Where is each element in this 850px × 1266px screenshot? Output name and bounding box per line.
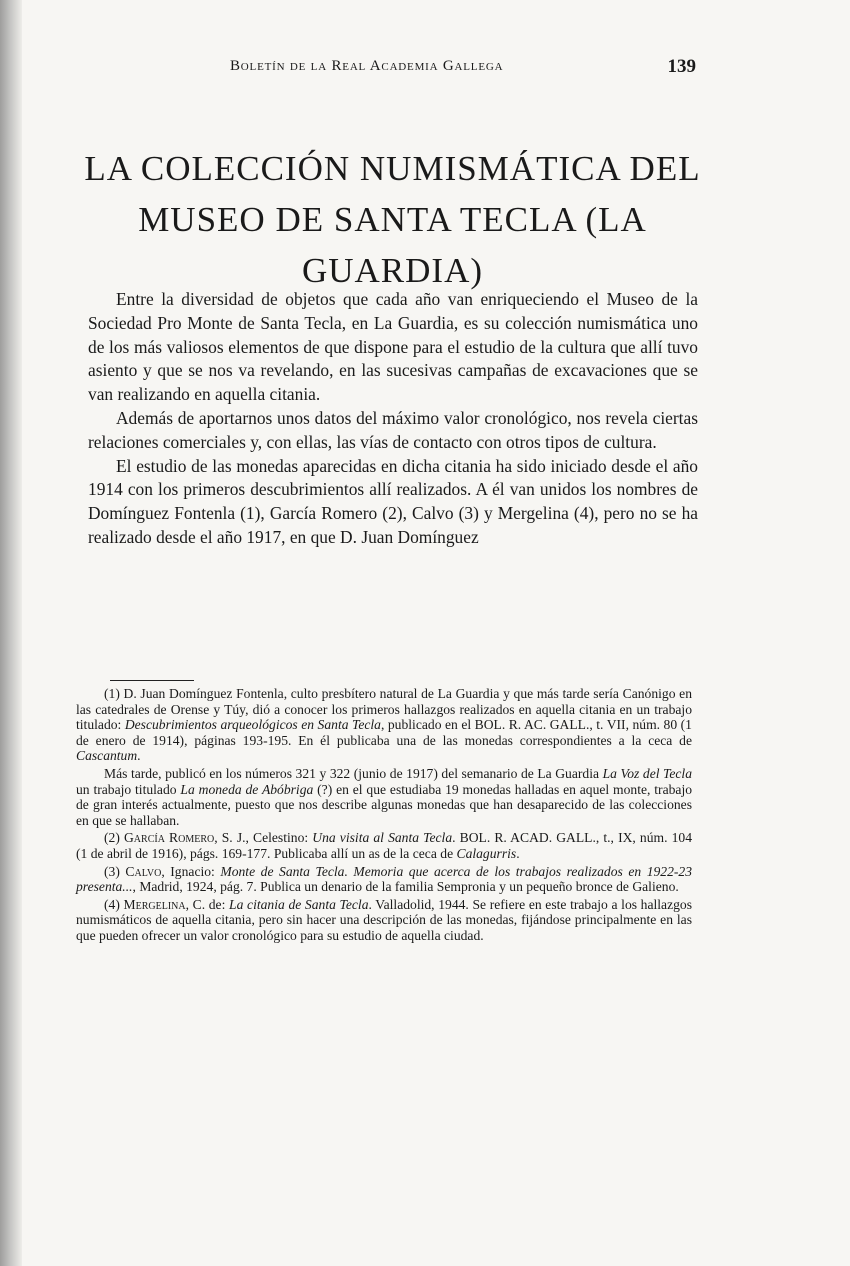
footnotes (76, 686, 692, 944)
footnote-4: (4) Mergelina, C. de: La citania de Santa Tecla. Valladolid, 1944. Se refiere en este trabajo a los hallazgos numismáticos de aquella citania, pero sin hacer una descripción de las monedas, fijándose principalmente en las que pueden ofrecer un valor cronológico para su estudio de aquella ciudad. (76, 896, 693, 943)
page-header (88, 56, 700, 78)
footnote-1: (1) D. Juan Domínguez Fontenla, culto presbítero natural de La Guardia y que más tarde sería Canónigo en las catedrales de Orense y Túy, dió a conocer los primeros hallazgos realizados en aquella citania en un trabajo titulado: Descubrimientos arqueológicos en Santa Tecla, publicado en el BOL. R. AC. GALL., t. VII, núm. 80 (1 de enero de 1914), páginas 193-195. En él publicaba una de las monedas correspondientes a la ceca de Cascantum. (76, 686, 692, 764)
body-paragraph: Entre la diversidad de objetos que cada año van enriqueciendo el Museo de la Sociedad Pro Monte de Santa Tecla, en La Guardia, es su colección numismática uno de los más valiosos elementos de que dispone para el estudio de la cultura que allí tuvo asiento y que se nos va revelando, en las sucesivas campañas de excavaciones que se van realizando en aquella citania. (88, 289, 698, 405)
footnote-2: (2) García Romero, S. J., Celestino: Una visita al Santa Tecla. BOL. R. ACAD. GALL., t., IX, núm. 104 (1 de abril de 1916), págs. 169-177. Publicaba allí un as de la ceca de Calagurris. (76, 830, 693, 861)
article-body (88, 288, 698, 550)
page-number: 139 (667, 56, 696, 77)
footnote-1-continued: Más tarde, publicó en los números 321 y 322 (junio de 1917) del semanario de La Guardia La Voz del Tecla un trabajo titulado La moneda de Abóbriga (?) en el que estudiaba 19 monedas halladas en aquel monte, trabajo de gran interés actualmente, puesto que nos describe algunas monedas que han desaparecido de las colecciones en que se hallaban. (76, 765, 693, 828)
footnote-3: (3) Calvo, Ignacio: Monte de Santa Tecla. Memoria que acerca de los trabajos realizados en 1922-23 presenta..., Madrid, 1924, pág. 7. Publica un denario de la familia Sempronia y un pequeño bronce de Galieno. (76, 863, 693, 895)
article-title (80, 143, 705, 296)
running-head: Boletín de la Real Academia Gallega (230, 58, 504, 74)
title-line-2: MUSEO DE SANTA TECLA (LA GUARDIA) (138, 200, 647, 290)
title-line-1: LA COLECCIÓN NUMISMÁTICA DEL (84, 149, 701, 188)
footnote-separator (110, 680, 194, 681)
body-paragraph: El estudio de las monedas aparecidas en dicha citania ha sido iniciado desde el año 1914 con los primeros descubrimientos allí realizados. A él van unidos los nombres de Domínguez Fontenla (1), García Romero (2), Calvo (3) y Mergelina (4), pero no se ha realizado desde el año 1917, en que D. Juan Domínguez (88, 455, 698, 547)
page-gutter-shadow (0, 0, 22, 1266)
body-paragraph: Además de aportarnos unos datos del máximo valor cronológico, nos revela ciertas relaciones comerciales y, con ellas, las vías de contacto con otros tipos de cultura. (88, 407, 698, 452)
